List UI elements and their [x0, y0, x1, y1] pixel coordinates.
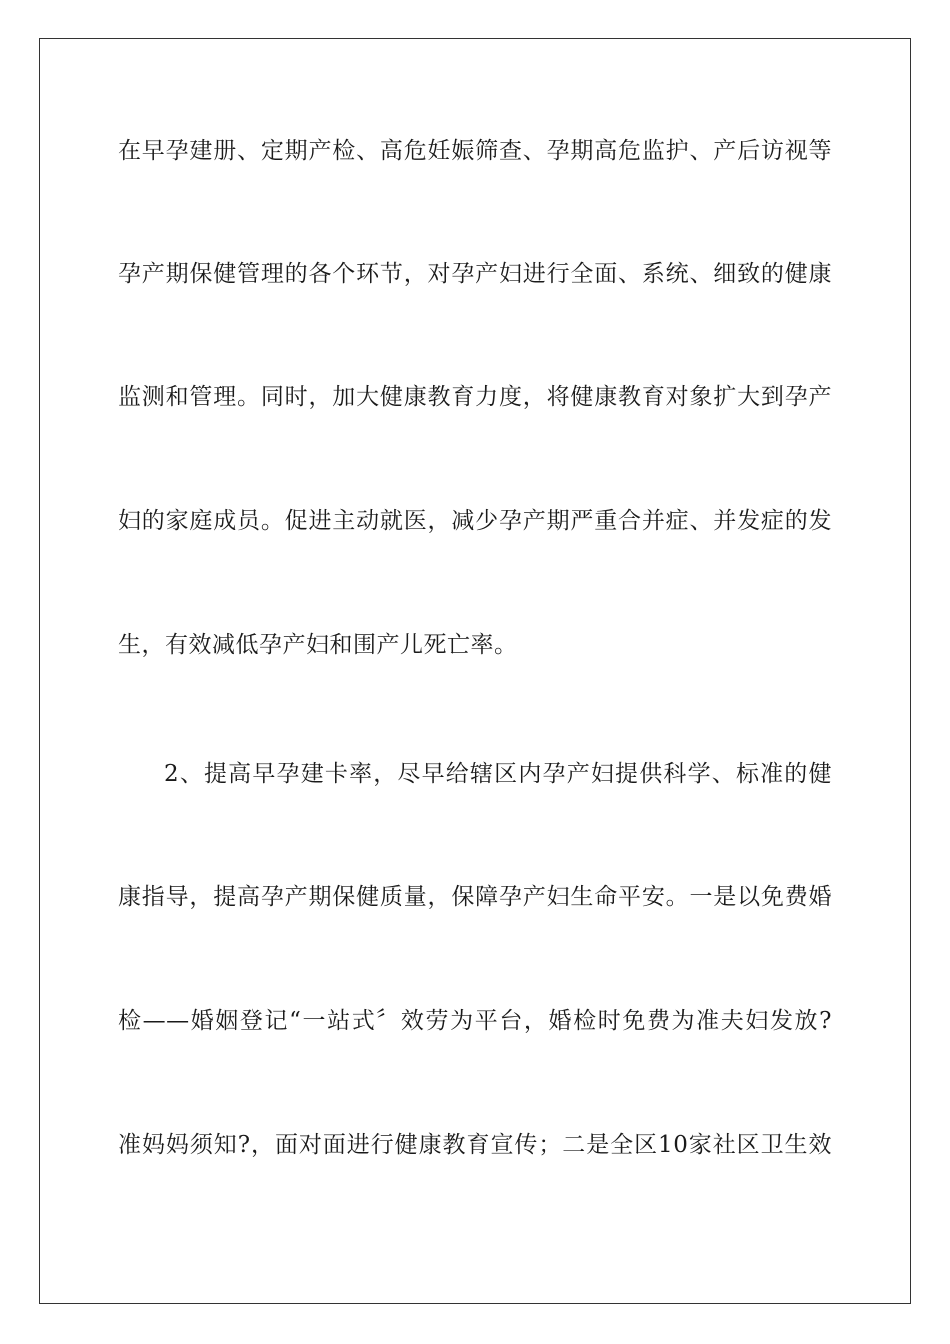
paragraph-line-2: 孕产期保健管理的各个环节，对孕产妇进行全面、系统、细致的健康: [118, 261, 832, 287]
paragraph-line-3: 监测和管理。同时，加大健康教育力度，将健康教育对象扩大到孕产: [118, 384, 832, 410]
paragraph-line-5: 生，有效减低孕产妇和围产儿死亡率。: [118, 632, 518, 658]
paragraph-2-line-3: 检——婚姻登记“一站式〞效劳为平台，婚检时免费为准夫妇发放?: [118, 1008, 832, 1034]
page-border: [39, 38, 911, 1304]
paragraph-line-4: 妇的家庭成员。促进主动就医，减少孕产期严重合并症、并发症的发: [118, 508, 832, 534]
paragraph-2-line-4: 准妈妈须知?，面对面进行健康教育宣传；二是全区10家社区卫生效: [118, 1132, 832, 1158]
paragraph-2-line-1: 2、提高早孕建卡率，尽早给辖区内孕产妇提供科学、标准的健: [164, 761, 832, 787]
paragraph-line-1: 在早孕建册、定期产检、高危妊娠筛查、孕期高危监护、产后访视等: [118, 138, 832, 164]
paragraph-2-line-2: 康指导，提高孕产期保健质量，保障孕产妇生命平安。一是以免费婚: [118, 884, 832, 910]
